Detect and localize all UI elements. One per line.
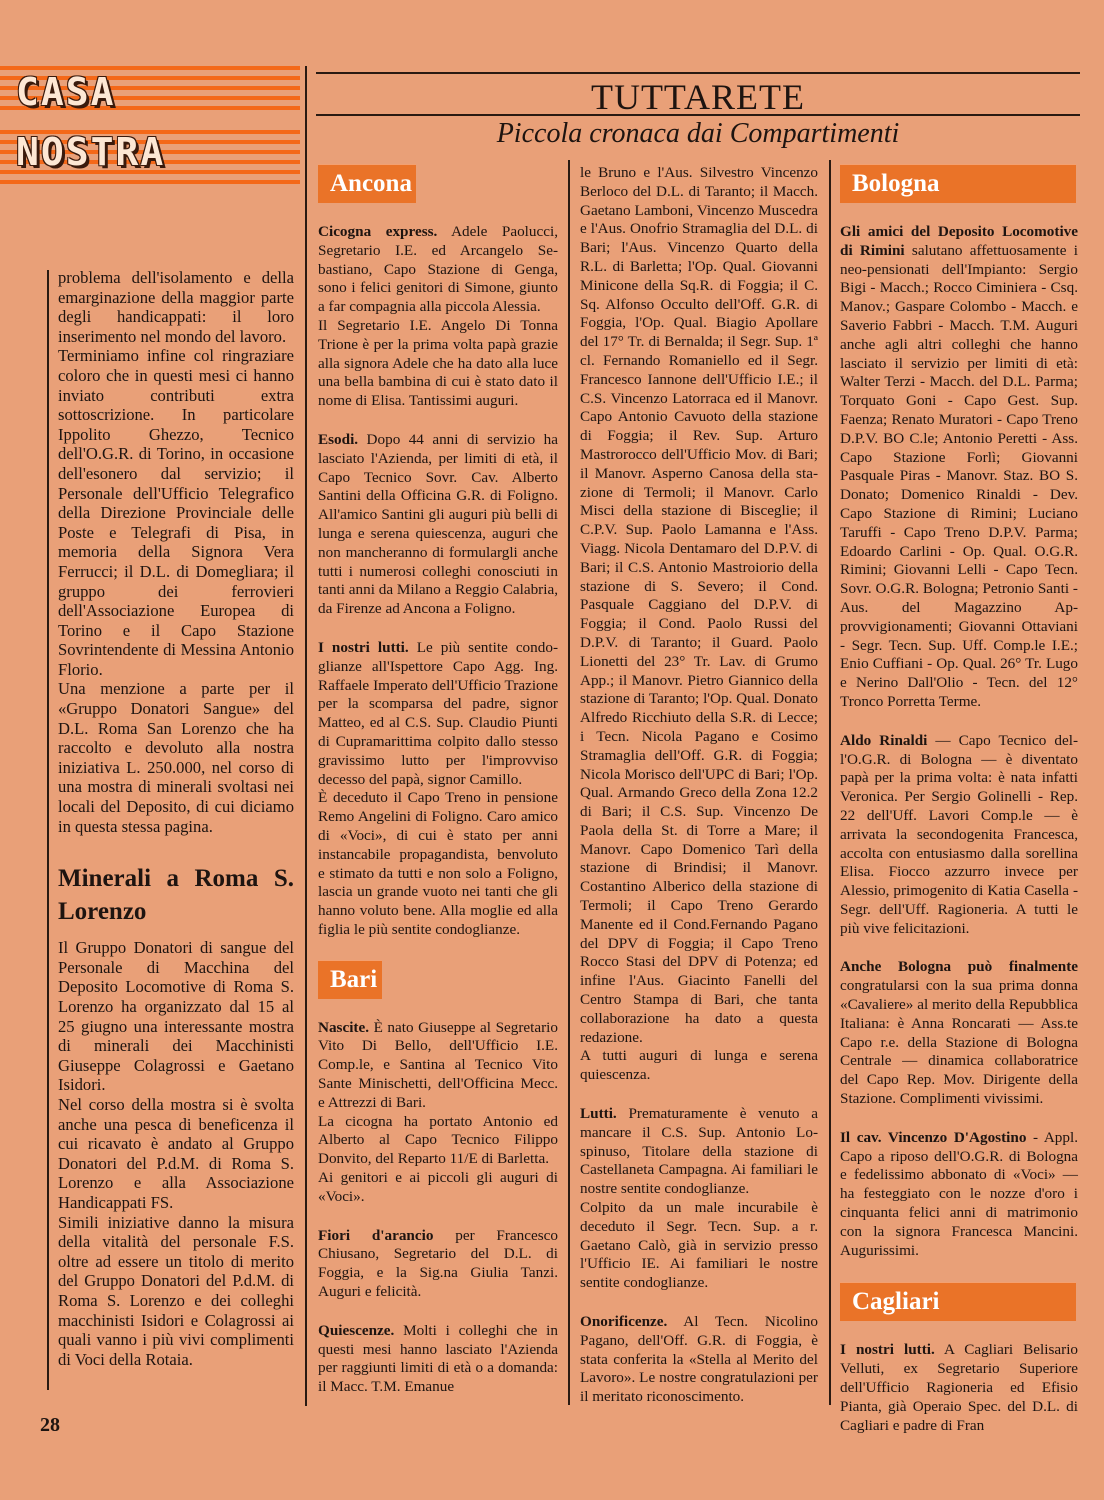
entry-title: Cicogna express. (318, 223, 438, 240)
entry-text: Al Tecn. Nicolino Pagano, dell'Off. G.R. di Foggia, è stata conferita la «Stella al Merito del Lavoro». Le nostre congratulazioni per il meritato riconoscimento. (580, 1313, 818, 1406)
column-1 (58, 268, 294, 1369)
section-title: TUTTARETE (590, 77, 806, 117)
entry-title: Lutti. (580, 1105, 617, 1123)
entry-title: Anche Bologna può finalmente (840, 958, 1078, 976)
entry-text: Le più sentite condoglianze all'Ispettore Capo Agg. Ing. Raffaele Imperato dell'Ufficio Trazione per la scomparsa del padre, signor Matteo, ed al C.S. Sup. Claudio Piunti di Cupramarittima colpito dallo stesso gravissimo lutto per l'improvviso decesso del papà, signor Camillo. (318, 638, 558, 788)
masthead-rule-top (316, 72, 1080, 74)
entry-title: Onorificenze. (580, 1313, 668, 1331)
entry-text: per Francesco Chiusano, Segretario del D.L. di Foggia, e la Sig.na Giulia Tanzi. Auguri e felicità. (318, 1226, 558, 1301)
entry-text: - Appl. Capo a riposo dell'O.G.R. di Bologna e fedelissimo abbonato di «Voci» — ha festeggiato con le nozze d'oro i cinquanta felici anni di matrimonio con la signora Francesca Mancini. Augurissimi. (840, 1128, 1078, 1259)
entry-text: salutano affettuosamente i neo-pensionati dell'Impianto: Sergio Bigi - Macch.; Rocco Ciminiera - Csq. Manov.; Gaspare Colombo - Macch. e Saverio Fabbri - Macch. T.M. Auguri anche agli altri colleghi che hanno lasciato il servizio per limiti di età: Walter Terzi - Macch. del D.L. Parma; Torquato Goni - Capo Gest. Sup. Faenza; Renato Muratori - Capo Treno D.P.V. BO C.le; Antonio Peretti - Ass. Capo Stazione Forlì; Giovanni Pasquale Piras - Manovr. Staz. BO S. Donato; Domenico Rinaldi - Dev. Capo Stazione di Rimini; Luciano Taruffi - Capo Treno D.P.V. Parma; Edoardo Carlini - Op. Qual. O.G.R. Rimini; Giovanni Lelli - Capo Tecn. Sovr. O.G.R. Bologna; Petronio Santi - Aus. del Magazzino Approvvigionamenti; Giovanni Ottaviani - Segr. Tecn. Sup. Uff. Comp.le I.E.; Enio Cuffiani - Op. Qual. 26° Tr. Lugo e Nerino Dall'Olio - Tecn. del 12° Tronco Porretta Terme. (840, 241, 1078, 710)
region-header-cagliari: Cagliari (840, 1282, 1076, 1321)
entry-title: Aldo Rinaldi (840, 731, 928, 749)
region-header-ancona: Ancona (318, 164, 416, 203)
paragraph: A tutti auguri di lunga e serena quiescenza. (580, 1047, 818, 1084)
entry-title: Il cav. Vincenzo D'Agostino (840, 1128, 1027, 1146)
paragraph: Colpito da un male incurabile è deceduto il Segr. Tecn. Sup. a r. Gaetano Calò, già in servizio presso l'Ufficio IE. Ai familiari le nostre sentite condoglianze. (580, 1199, 818, 1292)
article-heading: Minerali a Roma S. Lorenzo (58, 865, 294, 926)
logo-line-1: CASA (16, 70, 116, 114)
paragraph: Simili iniziative danno la misura della vitalità del personale F.S. oltre ad essere un titolo di merito del Gruppo Donatori del P.d.M. di Roma S. Lorenzo e dei colleghi macchinisti Isidori e Colagrossi ai quali vanno i più vivi complimenti di Voci della Rotaia. (58, 1212, 294, 1369)
entry-text: Prematuramente è venuto a mancare il C.S. Sup. Antonio Lospinuso, Titolare della stazione di Castellaneta Campagna. Ai familiari le nostre sentite condoglianze. (580, 1105, 818, 1198)
entry-title: I nostri lutti. (318, 638, 409, 656)
column-2 (318, 164, 558, 1397)
section-subtitle: Piccola cronaca dai Compartimenti (496, 118, 900, 149)
paragraph: le Bruno e l'Aus. Silvestro Vincenzo Berloco del D.L. di Taranto; il Macch. Gaetano Lamboni, Vincenzo Muscedra e l'Aus. Onofrio Stramaglia del D.L. di Bari; l'Aus. Vincenzo Quarto della R.L. di Barletta; l'Op. Qual. Giovanni Minicone della Sq.R. di Foggia; il C. Sq. Alfonso Occulto dell'Off. G.R. di Foggia, l'Op. Qual. Biagio Apollare del 17° Tr. di Bernalda; il Segr. Sup. 1ª cl. Fernando Romaniello ed il Segr. Francesco Iannone dell'Ufficio I.E.; il C.S. Vincenzo Latorraca ed il Manovr. Capo Antonio Cavuoto della stazione di Foggia; il Rev. Sup. Arturo Mastrorocco dell'Ufficio Mov. di Bari; il Manovr. Asperno Canosa della stazione di Termoli; il Manovr. Carlo Misci della stazione di Bisceglie; il C.P.V. Sup. Paolo Lamanna e l'Ass. Viagg. Nicola Dentamaro del D.P.V. di Bari; il C.S. Antonio Mastroiorio della stazione di S. Severo; il Cond. Pasquale Caggiano del D.P.V. di Foggia; il Cond. Paolo Russi del D.P.V. di Taranto; il Guard. Paolo Lionetti del 23° Tr. Lav. di Grumo App.; il Manovr. Pietro Giannico della stazione di Taranto; l'Op. Qual. Donato Alfredo Ricchiuto della S.R. di Lecce; i Tecn. Nicola Pagano e Cosimo Stramaglia dell'Off. G.R. di Foggia; Nicola Morisco dell'UPC di Bari; l'Op. Qual. Armando Greco della Zona 12.2 di Bari; il C.S. Sup. Vincenzo De Paola della St. di Torre a Mare; il Manovr. Capo Domenico Tarì della stazione di Brindisi; il Manovr. Costantino Alberico della stazione di Termoli; il Capo Treno Gerardo Manente ed il Cond.Fernando Pagano del DPV di Foggia; il Capo Treno Rocco Stasi del DPV di Potenza; ed infine l'Aus. Giacinto Fanelli del Centro Stampa di Bari, che tanta collaborazione ha dato a questa redazione. (580, 164, 819, 1046)
column-4 (840, 164, 1078, 1435)
entry-text: A Cagliari Belisario Velluti, ex Segretario Superiore dell'Ufficio Ragioneria ed Efisio Pianta, già Operaio Spec. del D.L. di Cagliari e padre di Fran (840, 1341, 1079, 1434)
entry-text: congratularsi con la sua prima donna «Cavaliere» al merito della Repubblica Italiana: è Anna Roncarati — Ass.te Capo r.e. della Stazione di Bologna Centrale — dinamica collaboratrice del Capo Rep. Mov. Dirigente della Stazione. Complimenti vivissimi. (840, 977, 1078, 1108)
column-rule (305, 66, 307, 1406)
entry-text: È nato Giuseppe al Segretario Vito Di Bello, dell'Ufficio I.E. Comp.le, e Santina al Tecnico Vito Sante Minischetti, dell'Officina Mecc. e Attrezzi di Bari. (318, 1018, 558, 1111)
entry-title: Esodi. (318, 430, 359, 448)
entry-title: Fiori d'arancio (318, 1226, 434, 1244)
entry-title: Quiescenze. (318, 1321, 395, 1339)
paragraph: problema dell'isolamento e della emarginazione della maggior parte degli handicappati: il loro inserimento nel mondo del lavoro. (58, 268, 294, 346)
region-header-bologna: Bologna (840, 164, 1076, 203)
entry-text: Dopo 44 anni di servizio ha lasciato l'Azienda, per limiti di età, il Capo Tecnico Sovr. Cav. Alberto Santini della Officina G.R. di Foligno. All'amico Santini gli auguri più belli di lunga e serena quiescenza, auguri che non mancheranno di formulargli anche tutti i numerosi colleghi conosciuti in tanti anni da Milano a Reggio Calabria, da Firenze ad Ancona a Foligno. (318, 430, 558, 618)
region-header-bari: Bari (318, 960, 382, 999)
column-rule (47, 270, 49, 1390)
paragraph: Una menzione a parte per il «Gruppo Donatori Sangue» del D.L. Roma San Lorenzo che ha raccolto e devoluto alla nostra iniziativa L. 250.000, nel corso di una mostra di minerali svoltasi nei locali del Deposito, di cui diciamo in questa stessa pagina. (58, 679, 294, 836)
column-rule (829, 160, 831, 1405)
paragraph: La cicogna ha portato Antonio ed Alberto al Capo Tecnico Filippo Donvito, del Reparto 11/E di Barletta. (318, 1112, 558, 1168)
entry-text: — Capo Tecnico dell'O.G.R. di Bologna — è diventato papà per la prima volta: è nata infatti Veronica. Per Sergio Golinelli - Rep. 22 dell'Uff. Lavori Comp.le — è arrivata la secondogenita Francesca, accolta con entusiasmo dalla sorellina Elisa. Fiocco azzurro invece per Alessio, primogenito di Katia Casella - Segr. dell'Uff. Ragioneria. A tutti le più vive felicitazioni. (840, 731, 1078, 937)
paragraph: È deceduto il Capo Treno in pensione Remo Angelini di Foligno. Caro amico di «Voci», di cui è stato per anni instancabile propagandista, benvoluto e stimato da tutti e non solo a Foligno, lascia un grande vuoto nei tanti che gli hanno voluto bene. Alla moglie ed alla figlia le più sentite condoglianze. (318, 789, 558, 938)
column-3 (580, 164, 818, 1407)
paragraph: Ai genitori e ai piccoli gli auguri di «Voci». (318, 1169, 558, 1205)
entry-title: I nostri lutti. (840, 1341, 935, 1359)
entry-title: Nascite. (318, 1018, 370, 1036)
logo-line-2: NOSTRA (16, 130, 166, 174)
paragraph: Il Segretario I.E. Angelo Di Tonna Trione è per la prima volta papà grazie alla signora Adele che ha dato alla luce una bella bambina di cui è stato dato il nome di Elisa. Tantissimi auguri. (318, 316, 558, 410)
entry-text: Molti i colleghi che in questi mesi hanno lasciato l'Azienda per raggiunti limiti di età o a domanda: il Macc. T.M. Emanue (318, 1321, 558, 1396)
column-rule (568, 160, 570, 1405)
entry-text: Adele Paolucci, Segretario I.E. ed Arcangelo Sebastiano, Capo Stazione di Genga, sono i felici genitori di Simone, giunto a far compagnia alla piccola Alessia. (318, 223, 558, 316)
paragraph: Terminiamo infine col ringraziare coloro che in questi mesi ci hanno inviato contributi extra sottoscrizione. In particolare Ippolito Ghezzo, Tecnico dell'O.G.R. di Torino, in occasione dell'esonero dal servizio; il Personale dell'Ufficio Telegrafico della Direzione Provinciale delle Poste e Telegrafi di Pisa, in memoria della Signora Vera Ferrucci; il D.L. di Domegliara; il gruppo dei ferrovieri dell'Associazione Europea di Torino e il Capo Stazione Sovrintendente di Messina Antonio Florio. (58, 346, 294, 679)
page-number: 28 (40, 1414, 60, 1436)
paragraph: Nel corso della mostra si è svolta anche una pesca di beneficenza il cui ricavato è andato al Gruppo Donatori del P.d.M. di Roma S. Lorenzo e alla Associazione Handicappati FS. (58, 1094, 294, 1212)
paragraph: Il Gruppo Donatori di sangue del Personale di Macchina del Deposito Locomotive di Roma S. Lorenzo ha organizzato dal 15 al 25 giugno una interessante mostra di minerali dei Macchinisti Giuseppe Colagrossi e Gaetano Isidori. (58, 938, 294, 1095)
entry-title: Gli amici del Deposito Locomotive di Rimini (840, 223, 1078, 259)
